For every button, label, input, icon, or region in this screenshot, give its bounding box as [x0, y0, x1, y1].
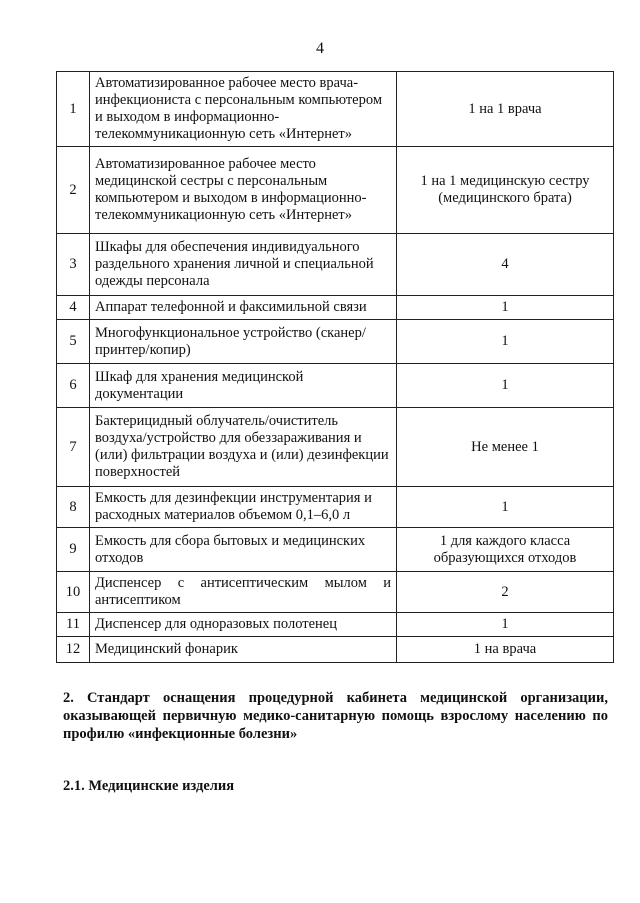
row-number: 10 [57, 572, 90, 613]
equipment-name: Диспенсер для одноразовых полотенец [90, 613, 397, 637]
equipment-quantity: 1 [397, 613, 614, 637]
table-row [57, 613, 614, 637]
equipment-quantity: 1 на 1 врача [397, 72, 614, 147]
equipment-name: Емкость для дезинфекции инструментария и расходных материалов объемом 0,1–6,0 л [90, 487, 397, 528]
equipment-quantity: Не менее 1 [397, 408, 614, 487]
equipment-quantity: 1 [397, 296, 614, 320]
table-row [57, 528, 614, 572]
row-number: 2 [57, 147, 90, 234]
section-heading: 2. Стандарт оснащения процедурной кабинета медицинской организации, оказывающей первичную медико-санитарную помощь взрослому населению по профилю «инфекционные болезни» [63, 690, 608, 742]
page-number: 4 [316, 40, 324, 57]
row-number: 5 [57, 320, 90, 364]
equipment-quantity: 1 [397, 320, 614, 364]
equipment-quantity: 4 [397, 234, 614, 296]
row-number: 9 [57, 528, 90, 572]
equipment-quantity: 1 [397, 364, 614, 408]
subsection-heading: 2.1. Медицинские изделия [63, 778, 235, 794]
equipment-name: Бактерицидный облучатель/очиститель воздуха/устройство для обеззараживания и (или) фильтрации воздуха и (или) дезинфекции поверхностей [90, 408, 397, 487]
equipment-table [56, 71, 614, 663]
equipment-name: Многофункциональное устройство (сканер/принтер/копир) [90, 320, 397, 364]
table-row [57, 487, 614, 528]
equipment-quantity: 1 на врача [397, 637, 614, 663]
equipment-name: Емкость для сбора бытовых и медицинских отходов [90, 528, 397, 572]
equipment-name: Автоматизированное рабочее место медицинской сестры с персональным компьютером и выходом в информационно-телекоммуникационную сеть «Интернет» [90, 147, 397, 234]
table-row [57, 637, 614, 663]
row-number: 4 [57, 296, 90, 320]
row-number: 7 [57, 408, 90, 487]
equipment-name: Аппарат телефонной и факсимильной связи [90, 296, 397, 320]
equipment-quantity: 1 для каждого класса образующихся отходов [397, 528, 614, 572]
equipment-name: Диспенсер с антисептическим мылом и антисептиком [90, 572, 397, 613]
table-row [57, 234, 614, 296]
equipment-quantity: 2 [397, 572, 614, 613]
equipment-name: Медицинский фонарик [90, 637, 397, 663]
row-number: 8 [57, 487, 90, 528]
equipment-quantity: 1 [397, 487, 614, 528]
table-row [57, 72, 614, 147]
table-row [57, 296, 614, 320]
table-row [57, 364, 614, 408]
table-row [57, 408, 614, 487]
row-number: 11 [57, 613, 90, 637]
row-number: 6 [57, 364, 90, 408]
equipment-name: Шкаф для хранения медицинской документации [90, 364, 397, 408]
equipment-quantity: 1 на 1 медицинскую сестру (медицинского брата) [397, 147, 614, 234]
table-row [57, 320, 614, 364]
table-row [57, 147, 614, 234]
table-row [57, 572, 614, 613]
row-number: 12 [57, 637, 90, 663]
row-number: 3 [57, 234, 90, 296]
equipment-name: Автоматизированное рабочее место врача-инфекциониста с персональным компьютером и выходом в информационно-телекоммуникационную сеть «Интернет» [90, 72, 397, 147]
row-number: 1 [57, 72, 90, 147]
equipment-name: Шкафы для обеспечения индивидуального раздельного хранения личной и специальной одежды персонала [90, 234, 397, 296]
